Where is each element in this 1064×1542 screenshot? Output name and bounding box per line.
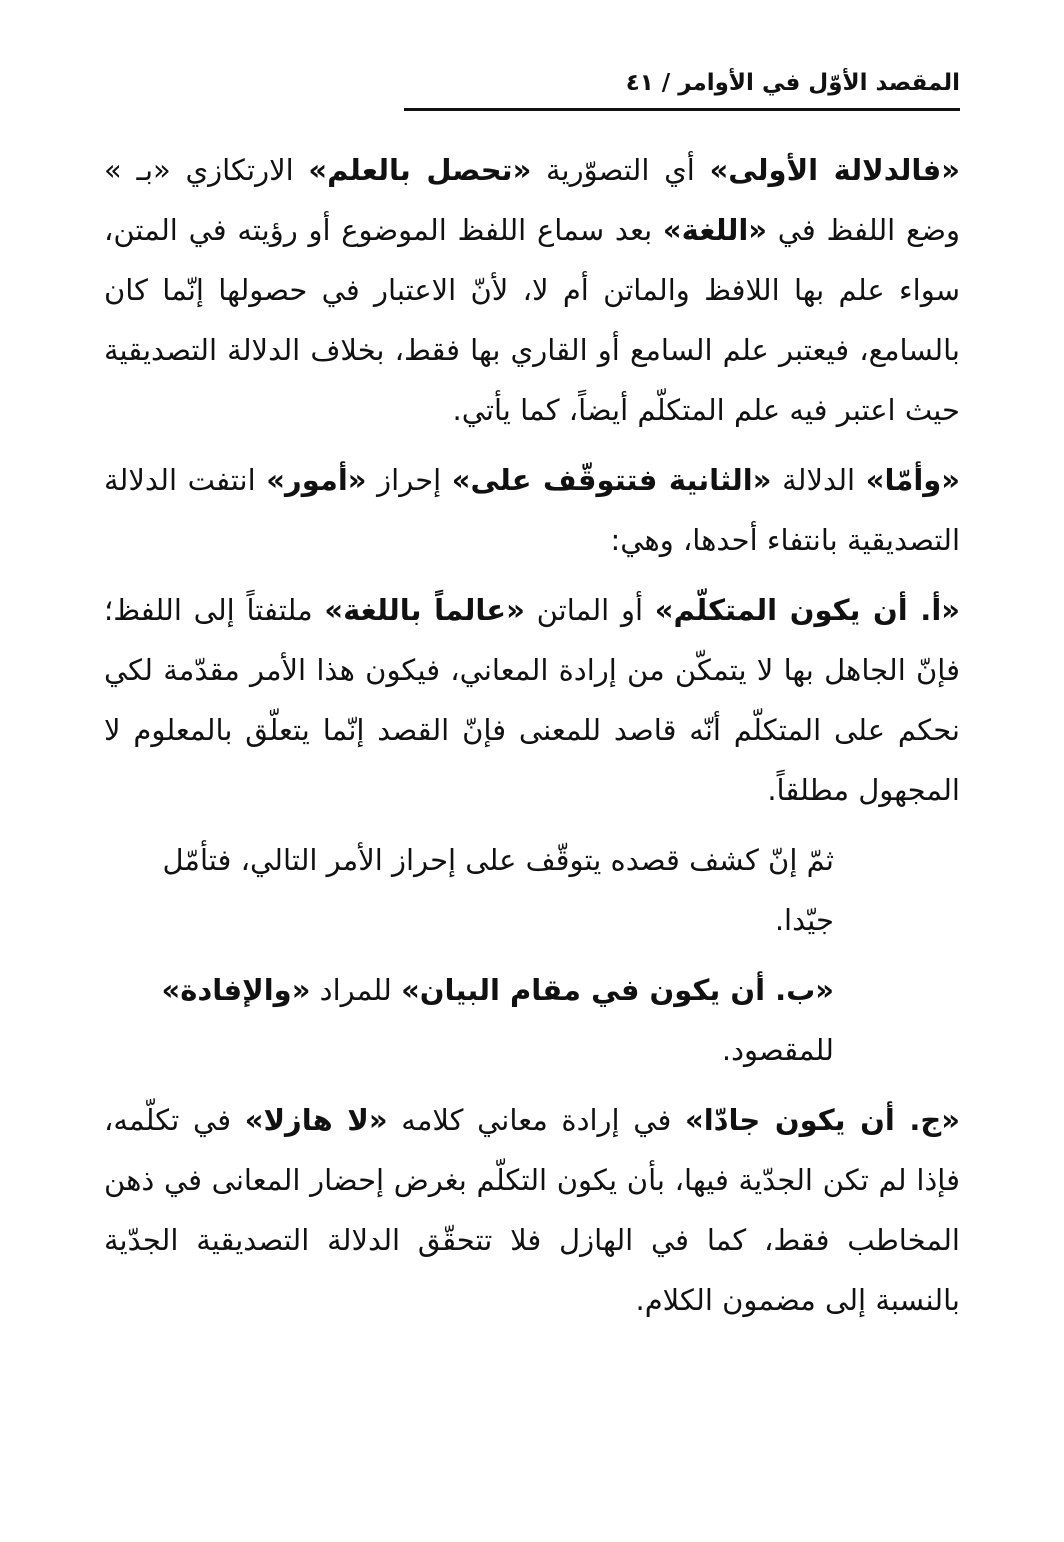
text-run: للمراد (310, 973, 402, 1007)
text-run: إحراز (366, 463, 452, 497)
text-run: أو الماتن (524, 593, 655, 627)
text-run: الارتكازي «بـ » وضع اللفظ في (104, 153, 961, 247)
text-run: الدلالة (771, 463, 866, 497)
bold-phrase: «والإفادة» (161, 973, 311, 1007)
header-rule (404, 108, 960, 111)
text-run: انتفت الدلالة التصديقية بانتفاء أحدها، وهي: (104, 463, 960, 557)
running-head: المقصد الأوّل في الأوامر / ٤١ (625, 70, 960, 96)
paragraph-condition-c (104, 1090, 960, 1330)
bold-phrase: «ج. أن يكون جادّا» (684, 1103, 960, 1137)
paragraph-first-meaning (104, 140, 960, 440)
bold-phrase: «ب. أن يكون في مقام البيان» (401, 973, 834, 1007)
text-run: ثمّ إنّ كشف قصده يتوقّف على إحراز الأمر التالي، فتأمّل جيّدا. (162, 843, 834, 937)
text-run: ملتفتاً إلى اللفظ؛ فإنّ الجاهل بها لا يتمكّن من إرادة المعاني، فيكون هذا الأمر مقدّمة لكي نحكم على المتكلّم أنّه قاصد للمعنى فإنّ القصد إنّما يتعلّق بالمعلوم لا المجهول مطلقاً. (104, 593, 960, 807)
paragraph-note (104, 830, 960, 950)
bold-phrase: «الثانية فتتوقّف على» (451, 463, 772, 497)
bold-phrase: «اللغة» (662, 213, 768, 247)
bold-phrase: «أ. أن يكون المتكلّم» (654, 593, 961, 627)
bold-phrase: «فالدلالة الأولى» (709, 153, 961, 187)
bold-phrase: «تحصل بالعلم» (308, 153, 532, 187)
text-run: أي التصوّرية (531, 153, 710, 187)
bold-phrase: «وأمّا» (865, 463, 961, 497)
paragraph-condition-a (104, 580, 960, 820)
paragraph-second-meaning (104, 450, 960, 570)
text-run: للمقصود. (721, 1033, 834, 1067)
text-run: في تكلّمه، فإذا لم تكن الجدّية فيها، بأن يكون التكلّم بغرض إحضار المعانى في ذهن المخاطب فقط، كما في الهازل فلا تتحقّق الدلالة التصديقية الجدّية بالنسبة إلى مضمون الكلام. (104, 1103, 960, 1317)
text-run: في إرادة معاني كلامه (387, 1103, 685, 1137)
paragraph-condition-b (104, 960, 960, 1080)
bold-phrase: «لا هازلا» (244, 1103, 388, 1137)
text-run: بعد سماع اللفظ الموضوع أو رؤيته في المتن، سواء علم بها اللافظ والماتن أم لا، لأنّ الاعتبار في حصولها إنّما كان بالسامع، فيعتبر علم السامع أو القاري بها فقط، بخلاف الدلالة التصديقية حيث اعتبر فيه علم المتكلّم أيضاً، كما يأتي. (104, 213, 960, 427)
bold-phrase: «عالماً باللغة» (324, 593, 525, 627)
bold-phrase: «أمور» (266, 463, 367, 497)
body-text (104, 140, 960, 1330)
